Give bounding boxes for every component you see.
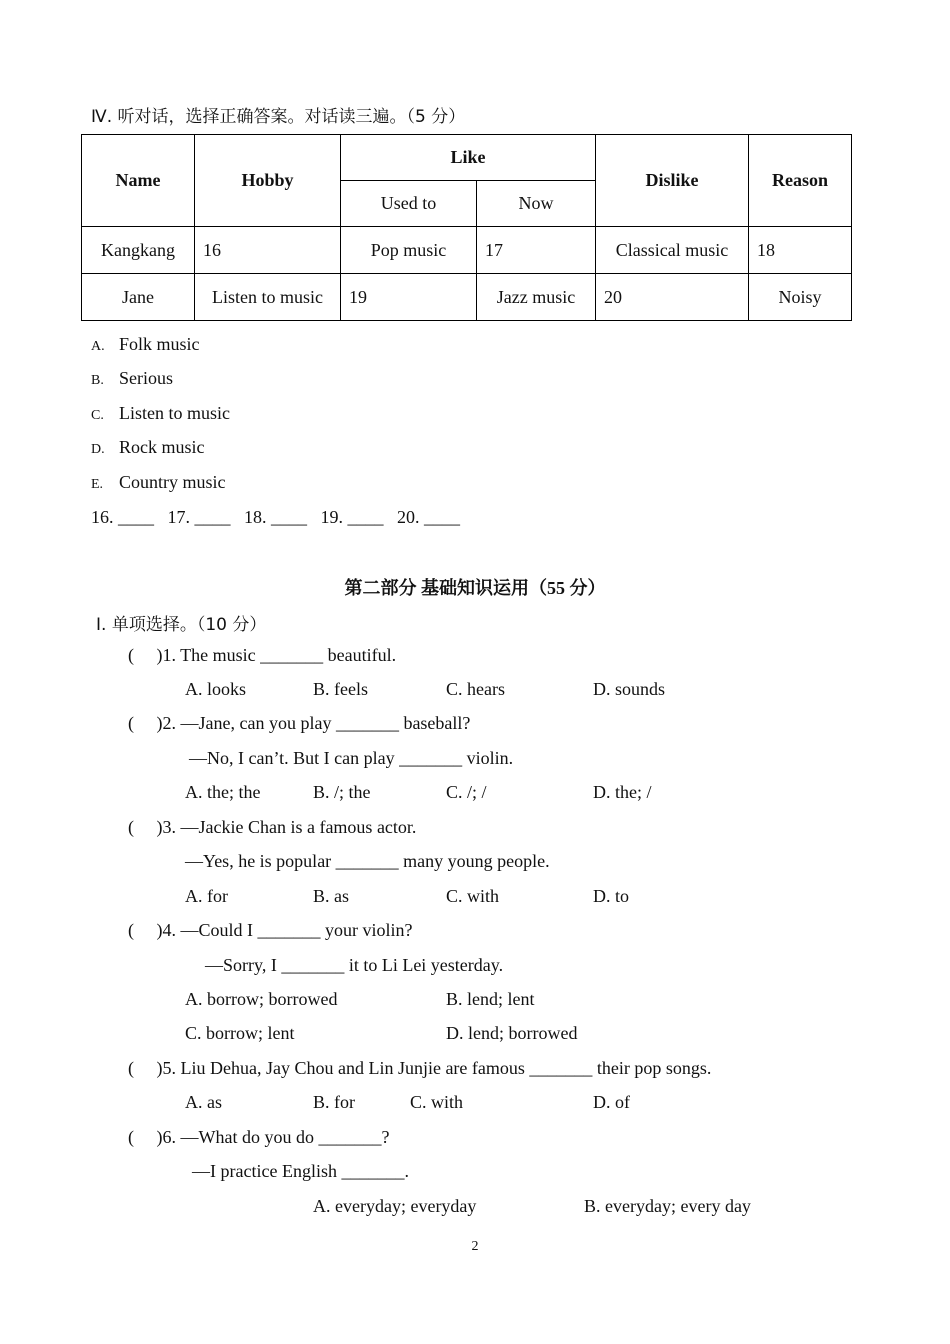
question-3-stem: ( )3. —Jackie Chan is a famous actor. (128, 817, 417, 837)
cell-reason: 18 (749, 227, 852, 274)
cell-used-to: Pop music (341, 227, 477, 274)
header-like: Like (341, 135, 596, 181)
q2-option-b: B. /; the (313, 782, 371, 802)
option-letter: E. (91, 477, 104, 492)
q5-option-d: D. of (593, 1092, 630, 1112)
question-2-stem: ( )2. —Jane, can you play _______ baseball? (128, 713, 471, 733)
q2-option-d: D. the; / (593, 782, 652, 802)
music-table (81, 134, 852, 321)
q4-option-c: C. borrow; lent (185, 1023, 295, 1043)
cell-dislike: Classical music (596, 227, 749, 274)
cell-name: Jane (82, 274, 195, 321)
q1-option-b: B. feels (313, 679, 368, 699)
question-1-stem: ( )1. The music _______ beautiful. (128, 645, 397, 665)
q1-option-d: D. sounds (593, 679, 666, 699)
q2-option-c: C. /; / (446, 782, 487, 802)
option-b (91, 368, 173, 389)
q1-option-c: C. hears (446, 679, 505, 699)
q3-option-c: C. with (446, 886, 500, 906)
option-d (91, 437, 205, 458)
question-2-stem2: —No, I can’t. But I can play _______ violin. (189, 748, 514, 768)
option-text: Rock music (119, 437, 205, 457)
header-reason: Reason (749, 135, 852, 227)
q5-option-a: A. as (185, 1092, 222, 1112)
option-text: Serious (119, 368, 173, 388)
option-a (91, 334, 200, 355)
cell-name: Kangkang (82, 227, 195, 274)
header-name: Name (82, 135, 195, 227)
section-1-heading: Ⅰ. 单项选择。（10 分） (96, 615, 267, 635)
cell-hobby: 16 (195, 227, 341, 274)
q4-option-d: D. lend; borrowed (446, 1023, 578, 1043)
q3-option-b: B. as (313, 886, 349, 906)
option-text: Country music (119, 472, 226, 492)
option-letter: C. (91, 408, 104, 423)
part2-title: 第二部分 基础知识运用（55 分） (344, 578, 606, 598)
question-6-stem: ( )6. —What do you do _______? (128, 1127, 390, 1147)
header-now: Now (477, 181, 596, 227)
cell-hobby: Listen to music (195, 274, 341, 321)
q5-option-b: B. for (313, 1092, 355, 1112)
q3-option-a: A. for (185, 886, 228, 906)
option-text: Folk music (119, 334, 200, 354)
q3-option-d: D. to (593, 886, 629, 906)
cell-reason: Noisy (749, 274, 852, 321)
header-dislike: Dislike (596, 135, 749, 227)
q2-option-a: A. the; the (185, 782, 261, 802)
header-used-to: Used to (341, 181, 477, 227)
question-4-stem2: —Sorry, I _______ it to Li Lei yesterday. (205, 955, 504, 975)
header-hobby: Hobby (195, 135, 341, 227)
cell-now: 17 (477, 227, 596, 274)
option-letter: A. (91, 339, 105, 354)
option-letter: B. (91, 373, 104, 388)
option-letter: D. (91, 442, 105, 457)
page-number: 2 (471, 1239, 479, 1254)
question-5-stem: ( )5. Liu Dehua, Jay Chou and Lin Junjie are famous _______ their pop songs. (128, 1058, 712, 1078)
question-4-stem: ( )4. —Could I _______ your violin? (128, 920, 413, 940)
answer-line: 16. ____ 17. ____ 18. ____ 19. ____ 20. ____ (91, 507, 460, 527)
option-e (91, 472, 226, 493)
question-3-stem2: —Yes, he is popular _______ many young people. (185, 851, 550, 871)
cell-used-to: 19 (341, 274, 477, 321)
table-row (82, 227, 852, 274)
section-4-heading: Ⅳ. 听对话，选择正确答案。对话读三遍。（5 分） (91, 107, 466, 127)
q6-option-a: A. everyday; everyday (313, 1196, 477, 1216)
question-6-stem2: —I practice English _______. (192, 1161, 409, 1181)
table-row (82, 274, 852, 321)
cell-now: Jazz music (477, 274, 596, 321)
q4-option-a: A. borrow; borrowed (185, 989, 338, 1009)
cell-dislike: 20 (596, 274, 749, 321)
q5-option-c: C. with (410, 1092, 464, 1112)
q4-option-b: B. lend; lent (446, 989, 535, 1009)
option-c (91, 403, 230, 424)
q1-option-a: A. looks (185, 679, 247, 699)
q6-option-b: B. everyday; every day (584, 1196, 751, 1216)
option-text: Listen to music (119, 403, 230, 423)
